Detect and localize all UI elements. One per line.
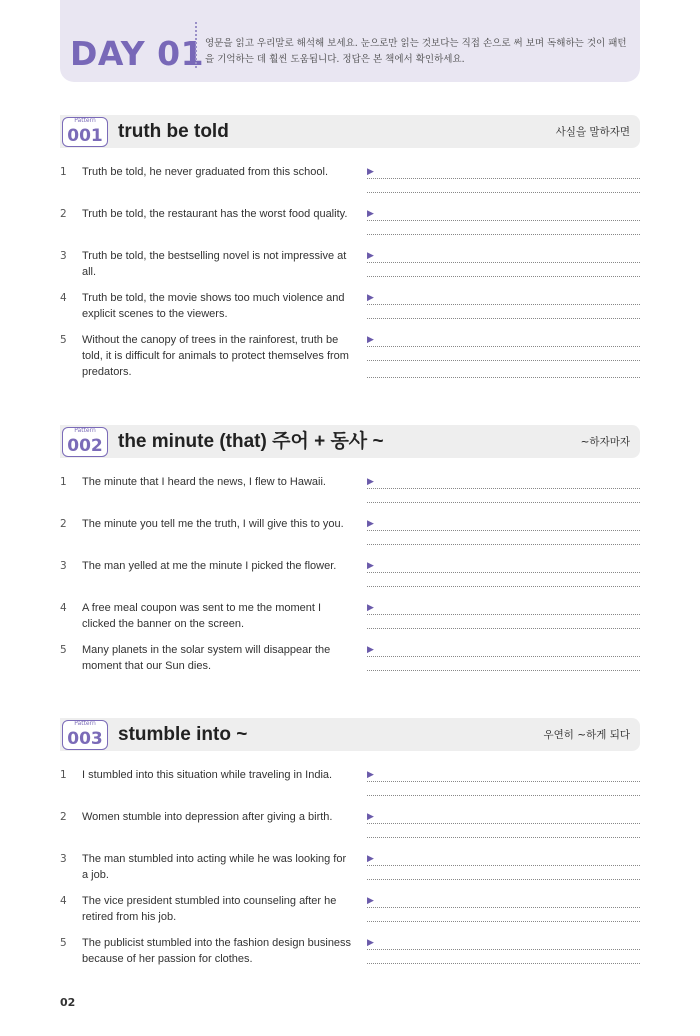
answer-line[interactable] bbox=[367, 346, 640, 347]
pattern-title: truth be told bbox=[118, 121, 229, 142]
arrow-icon: ▶ bbox=[367, 645, 374, 655]
answer-line[interactable] bbox=[367, 377, 640, 378]
item-sentence: The minute that I heard the news, I flew to Hawaii. bbox=[82, 476, 326, 488]
answer-line[interactable] bbox=[367, 907, 640, 908]
arrow-icon: ▶ bbox=[367, 519, 374, 529]
item-number: 4 bbox=[60, 895, 67, 907]
answer-line[interactable] bbox=[367, 837, 640, 838]
pattern-badge bbox=[62, 720, 108, 750]
arrow-icon: ▶ bbox=[367, 209, 374, 219]
answer-line[interactable] bbox=[367, 544, 640, 545]
answer-line[interactable] bbox=[367, 781, 640, 782]
answer-line[interactable] bbox=[367, 614, 640, 615]
day-title: DAY 01 bbox=[70, 34, 205, 73]
answer-line[interactable] bbox=[367, 192, 640, 193]
answer-line[interactable] bbox=[367, 572, 640, 573]
day-header bbox=[60, 0, 640, 82]
item-sentence: Truth be told, the movie shows too much violence and explicit scenes to the viewers. bbox=[82, 292, 345, 320]
answer-line[interactable] bbox=[367, 656, 640, 657]
page-number: 02 bbox=[60, 996, 76, 1009]
item-sentence: Truth be told, the restaurant has the worst food quality. bbox=[82, 208, 348, 220]
arrow-icon: ▶ bbox=[367, 896, 374, 906]
answer-line[interactable] bbox=[367, 220, 640, 221]
item-sentence: The vice president stumbled into counseling after he retired from his job. bbox=[82, 895, 337, 923]
pattern-badge-label: Pattern bbox=[74, 117, 96, 124]
item-sentence: Women stumble into depression after giving a birth. bbox=[82, 811, 333, 823]
arrow-icon: ▶ bbox=[367, 938, 374, 948]
answer-line[interactable] bbox=[367, 304, 640, 305]
pattern-badge-label: Pattern bbox=[74, 427, 96, 434]
item-sentence: A free meal coupon was sent to me the moment I clicked the banner on the screen. bbox=[82, 602, 322, 630]
item-sentence: I stumbled into this situation while traveling in India. bbox=[82, 769, 333, 781]
pattern-meaning: 우연히 ~하게 되다 bbox=[543, 729, 630, 741]
answer-line[interactable] bbox=[367, 178, 640, 179]
instructions-text: 영문을 읽고 우리말로 해석해 보세요. 눈으로만 읽는 것보다는 직접 손으로 써 보며 독해하는 것이 패턴을 기억하는 데 훨씬 도움됩니다. 정답은 본 책에서 확인하세요. bbox=[205, 38, 627, 65]
arrow-icon: ▶ bbox=[367, 812, 374, 822]
item-number: 5 bbox=[60, 644, 67, 656]
answer-line[interactable] bbox=[367, 276, 640, 277]
item-number: 1 bbox=[60, 166, 67, 178]
pattern-title: the minute (that) 주어 + 동사 ~ bbox=[118, 431, 384, 452]
arrow-icon: ▶ bbox=[367, 561, 374, 571]
arrow-icon: ▶ bbox=[367, 770, 374, 780]
pattern-number: 002 bbox=[67, 436, 103, 456]
answer-line[interactable] bbox=[367, 628, 640, 629]
item-number: 4 bbox=[60, 602, 67, 614]
arrow-icon: ▶ bbox=[367, 477, 374, 487]
item-sentence: Truth be told, the bestselling novel is not impressive at all. bbox=[82, 250, 347, 278]
answer-line[interactable] bbox=[367, 670, 640, 671]
answer-line[interactable] bbox=[367, 488, 640, 489]
arrow-icon: ▶ bbox=[367, 293, 374, 303]
item-sentence: The publicist stumbled into the fashion design business because of her passion for clothes. bbox=[82, 937, 352, 965]
answer-line[interactable] bbox=[367, 234, 640, 235]
item-sentence: Many planets in the solar system will disappear the moment that our Sun dies. bbox=[82, 644, 331, 672]
item-number: 3 bbox=[60, 250, 67, 262]
arrow-icon: ▶ bbox=[367, 603, 374, 613]
item-number: 5 bbox=[60, 334, 67, 346]
pattern-meaning: 사실을 말하자면 bbox=[555, 126, 630, 138]
pattern-title: stumble into ~ bbox=[118, 724, 248, 745]
answer-line[interactable] bbox=[367, 262, 640, 263]
answer-line[interactable] bbox=[367, 949, 640, 950]
item-number: 1 bbox=[60, 476, 67, 488]
item-number: 2 bbox=[60, 208, 67, 220]
item-number: 5 bbox=[60, 937, 67, 949]
answer-line[interactable] bbox=[367, 530, 640, 531]
arrow-icon: ▶ bbox=[367, 854, 374, 864]
item-sentence: Without the canopy of trees in the rainforest, truth be told, it is difficult for animals to protect themselves from predators. bbox=[82, 334, 349, 378]
item-number: 2 bbox=[60, 811, 67, 823]
pattern-badge-label: Pattern bbox=[74, 720, 96, 727]
answer-line[interactable] bbox=[367, 360, 640, 361]
pattern-badge bbox=[62, 117, 108, 147]
pattern-number: 003 bbox=[67, 729, 103, 749]
item-sentence: The man yelled at me the minute I picked the flower. bbox=[82, 560, 337, 572]
item-number: 4 bbox=[60, 292, 67, 304]
answer-line[interactable] bbox=[367, 586, 640, 587]
header-divider bbox=[195, 22, 197, 68]
answer-line[interactable] bbox=[367, 865, 640, 866]
item-sentence: The minute you tell me the truth, I will give this to you. bbox=[82, 518, 344, 530]
answer-line[interactable] bbox=[367, 795, 640, 796]
item-sentence: Truth be told, he never graduated from this school. bbox=[82, 166, 329, 178]
answer-line[interactable] bbox=[367, 921, 640, 922]
item-number: 1 bbox=[60, 769, 67, 781]
pattern-meaning: ~하자마자 bbox=[580, 436, 630, 448]
pattern-number: 001 bbox=[67, 126, 103, 146]
pattern-badge bbox=[62, 427, 108, 457]
item-number: 3 bbox=[60, 853, 67, 865]
answer-line[interactable] bbox=[367, 879, 640, 880]
item-number: 2 bbox=[60, 518, 67, 530]
answer-line[interactable] bbox=[367, 318, 640, 319]
arrow-icon: ▶ bbox=[367, 251, 374, 261]
item-sentence: The man stumbled into acting while he was looking for a job. bbox=[82, 853, 347, 881]
answer-line[interactable] bbox=[367, 823, 640, 824]
arrow-icon: ▶ bbox=[367, 335, 374, 345]
answer-line[interactable] bbox=[367, 963, 640, 964]
arrow-icon: ▶ bbox=[367, 167, 374, 177]
answer-line[interactable] bbox=[367, 502, 640, 503]
item-number: 3 bbox=[60, 560, 67, 572]
